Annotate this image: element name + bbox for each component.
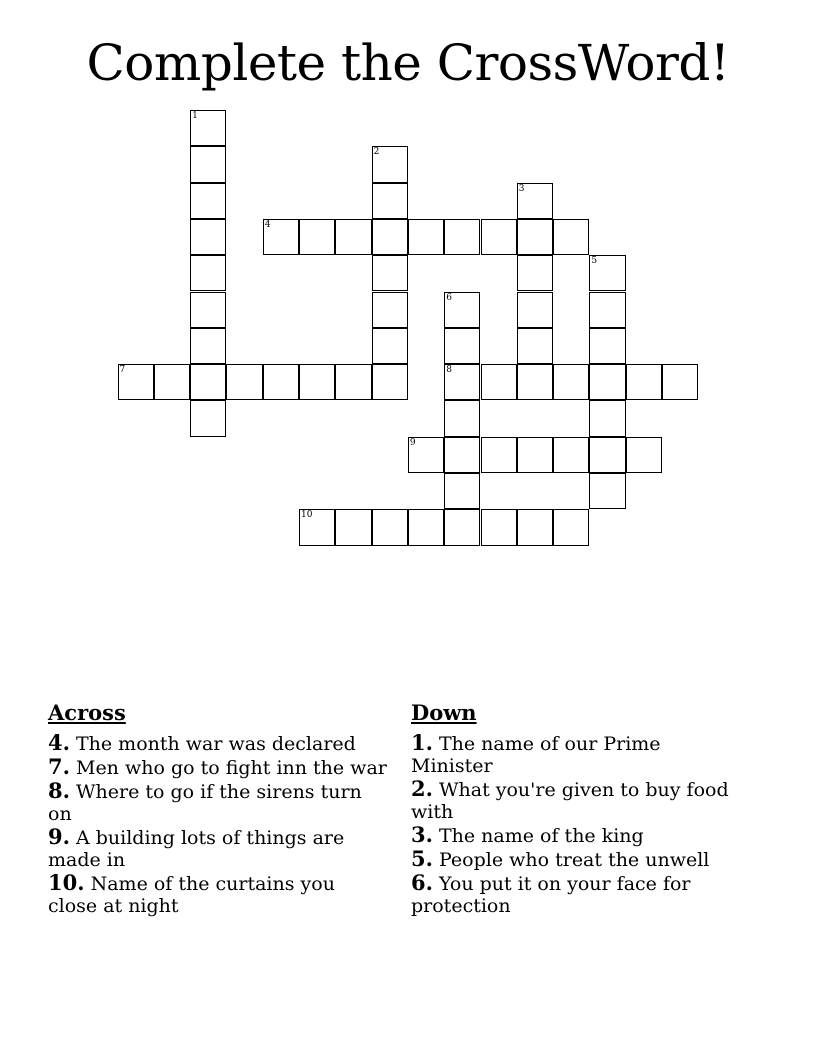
grid-cell[interactable]: [263, 219, 299, 255]
grid-cell[interactable]: [299, 364, 335, 400]
across-heading: Across: [48, 700, 126, 725]
clue-text: You put it on your face for protection: [411, 873, 691, 917]
clue-number: 10.: [48, 870, 85, 895]
down-clue: [411, 732, 741, 777]
grid-cell[interactable]: [444, 509, 480, 545]
grid-cell[interactable]: [662, 364, 698, 400]
clue-number: 5.: [411, 846, 433, 871]
grid-cell[interactable]: [517, 183, 553, 219]
grid-cell[interactable]: [444, 328, 480, 364]
grid-cell[interactable]: [372, 509, 408, 545]
clue-text: What you're given to buy food with: [411, 779, 729, 823]
grid-cell[interactable]: [589, 437, 625, 473]
grid-cell[interactable]: [589, 292, 625, 328]
grid-cell[interactable]: [190, 292, 226, 328]
clue-number: 1.: [411, 730, 433, 755]
grid-cell[interactable]: [408, 437, 444, 473]
across-clue: [48, 872, 388, 917]
grid-cell[interactable]: [517, 328, 553, 364]
across-clue: [48, 826, 388, 871]
grid-cell[interactable]: [589, 255, 625, 291]
grid-cell[interactable]: [190, 400, 226, 436]
grid-cell[interactable]: [299, 219, 335, 255]
down-clue: [411, 872, 741, 917]
cell-number: 7: [119, 365, 126, 376]
down-clue: [411, 778, 741, 823]
grid-cell[interactable]: [553, 364, 589, 400]
grid-cell[interactable]: [372, 255, 408, 291]
grid-cell[interactable]: [553, 509, 589, 545]
grid-cell[interactable]: [553, 437, 589, 473]
grid-cell[interactable]: [372, 183, 408, 219]
across-clues: [48, 700, 388, 918]
grid-cell[interactable]: [190, 328, 226, 364]
clue-number: 8.: [48, 778, 70, 803]
grid-cell[interactable]: [626, 437, 662, 473]
across-clue: [48, 732, 388, 755]
clue-number: 6.: [411, 870, 433, 895]
grid-cell[interactable]: [589, 328, 625, 364]
down-clues: [411, 700, 741, 918]
down-clue: [411, 824, 741, 847]
grid-cell[interactable]: [589, 400, 625, 436]
cell-number: 9: [409, 437, 416, 448]
grid-cell[interactable]: [481, 364, 517, 400]
clue-number: 9.: [48, 824, 70, 849]
grid-cell[interactable]: [517, 437, 553, 473]
clue-number: 4.: [48, 730, 70, 755]
grid-cell[interactable]: [190, 364, 226, 400]
grid-cell[interactable]: [517, 292, 553, 328]
grid-cell[interactable]: [444, 437, 480, 473]
down-clue-list: [411, 732, 741, 917]
cell-number: 10: [301, 510, 313, 521]
grid-cell[interactable]: [335, 364, 371, 400]
cell-number: 8: [446, 365, 452, 376]
page-title: Complete the CrossWord!: [86, 34, 730, 92]
grid-cell[interactable]: [299, 509, 335, 545]
grid-cell[interactable]: [444, 400, 480, 436]
cell-number: 2: [373, 147, 380, 158]
down-clue: [411, 848, 741, 871]
grid-cell[interactable]: [372, 364, 408, 400]
grid-cell[interactable]: [190, 110, 226, 146]
clue-text: A building lots of things are made in: [48, 827, 345, 871]
grid-cell[interactable]: [517, 255, 553, 291]
cell-number: 3: [518, 183, 525, 194]
clue-number: 7.: [48, 754, 70, 779]
clue-number: 2.: [411, 776, 433, 801]
grid-cell[interactable]: [444, 219, 480, 255]
grid-cell[interactable]: [372, 146, 408, 182]
across-clue-list: [48, 732, 388, 917]
grid-cell[interactable]: [517, 364, 553, 400]
cell-number: 1: [192, 111, 198, 121]
clue-text: Where to go if the sirens turn on: [48, 781, 362, 825]
clue-text: Men who go to fight inn the war: [75, 757, 387, 779]
down-heading: Down: [411, 700, 477, 725]
across-clue: [48, 780, 388, 825]
clue-number: 3.: [411, 822, 433, 847]
grid-cell[interactable]: [589, 473, 625, 509]
grid-cell[interactable]: [589, 364, 625, 400]
grid-cell[interactable]: [372, 328, 408, 364]
grid-cell[interactable]: [517, 219, 553, 255]
grid-cell[interactable]: [190, 183, 226, 219]
cell-number: 4: [264, 219, 271, 230]
grid-cell[interactable]: [444, 292, 480, 328]
grid-cell[interactable]: [335, 219, 371, 255]
grid-cell[interactable]: [335, 509, 371, 545]
grid-cell[interactable]: [118, 364, 154, 400]
grid-cell[interactable]: [154, 364, 190, 400]
grid-cell[interactable]: [626, 364, 662, 400]
grid-cell[interactable]: [263, 364, 299, 400]
across-clue: [48, 756, 388, 779]
grid-cell[interactable]: [517, 509, 553, 545]
grid-cell[interactable]: [372, 219, 408, 255]
clue-text: The name of our Prime Minister: [411, 733, 661, 777]
grid-cell[interactable]: [481, 509, 517, 545]
grid-cell[interactable]: [190, 219, 226, 255]
clue-text: The name of the king: [438, 825, 644, 847]
grid-cell[interactable]: [408, 219, 444, 255]
grid-cell[interactable]: [190, 146, 226, 182]
grid-cell[interactable]: [226, 364, 262, 400]
cell-number: 6: [446, 292, 452, 303]
grid-cell[interactable]: [408, 509, 444, 545]
grid-cell[interactable]: [481, 219, 517, 255]
clue-text: Name of the curtains you close at night: [48, 873, 335, 917]
grid-cell[interactable]: [444, 364, 480, 400]
clue-text: The month war was declared: [75, 733, 356, 755]
grid-cell[interactable]: [372, 292, 408, 328]
clue-text: People who treat the unwell: [438, 849, 710, 871]
grid-cell[interactable]: [481, 437, 517, 473]
grid-cell[interactable]: [190, 255, 226, 291]
cell-number: 5: [591, 256, 598, 267]
grid-cell[interactable]: [444, 473, 480, 509]
grid-cell[interactable]: [553, 219, 589, 255]
